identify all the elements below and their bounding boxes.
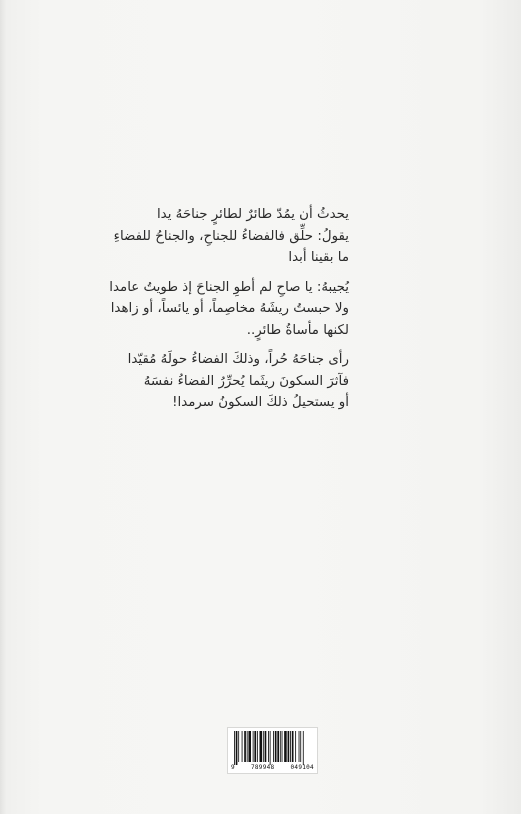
barcode-bar xyxy=(236,731,238,765)
barcode-bar xyxy=(254,731,256,762)
poem-line: أو يستحيلُ ذلكَ السكونُ سرمدا! xyxy=(172,395,349,410)
barcode-bar xyxy=(300,731,301,762)
barcode-bar xyxy=(257,731,258,762)
poem-line: لكنها مأساةُ طائرٍ.. xyxy=(246,322,349,338)
barcode-group-2: 049104 xyxy=(290,764,314,771)
poem-line: ما بقينا أبدا xyxy=(288,250,349,265)
barcode-bar xyxy=(288,731,290,762)
barcode-bar xyxy=(280,731,281,762)
barcode-bar xyxy=(303,731,304,765)
poem-block xyxy=(19,204,349,422)
barcode-bar xyxy=(244,731,246,762)
barcode-bar xyxy=(277,731,279,762)
poem-line: رأى جناحَهُ حُراً، وذلكَ الفضاءُ حولَهُ مُقيّدا xyxy=(127,352,349,367)
barcode-bar xyxy=(260,731,263,762)
barcode-bar xyxy=(282,731,283,762)
isbn-barcode xyxy=(227,727,318,774)
barcode-bar xyxy=(270,731,271,765)
barcode-bar xyxy=(234,731,235,765)
barcode-digits xyxy=(228,764,317,771)
barcode-bar xyxy=(273,731,274,762)
barcode-bar xyxy=(265,731,267,762)
poem-stanza-1 xyxy=(19,204,349,269)
poem-line: يقولُ: حلِّق فالفضاءُ للجناحِ، والجناحُ للفضاءِ xyxy=(113,228,349,244)
barcode-bar xyxy=(242,731,243,762)
barcode-bars xyxy=(228,728,319,766)
poem-stanza-3 xyxy=(19,349,349,414)
barcode-bar xyxy=(299,731,300,762)
barcode-bar xyxy=(290,731,291,762)
barcode-bar xyxy=(292,731,294,762)
poem-line: يُجيبهُ: يا صاحِ لم أطوِ الجناحَ إذ طويتُ عامدا xyxy=(109,279,349,295)
barcode-lead-digit: 9 xyxy=(231,764,235,771)
spine-shadow xyxy=(0,0,6,814)
barcode-bar xyxy=(248,731,251,762)
poem-line: فآثرَ السكونَ ريثَما يُحرِّرُ الفضاءُ نفسَهُ xyxy=(143,373,349,389)
barcode-bar xyxy=(247,731,248,762)
barcode-bar xyxy=(295,731,296,762)
barcode-bar xyxy=(275,731,277,762)
barcode-bar xyxy=(238,731,239,762)
barcode-bar xyxy=(263,731,264,762)
barcode-bar xyxy=(284,731,287,762)
poem-line: ولا حبستُ ريشَهُ مخاصِماً، أو يائساً، أو زاهدا xyxy=(110,301,349,316)
poem-line: يحدثُ أن يمُدّ طائرٌ لطائرٍ جناحَهُ يدا xyxy=(156,207,349,222)
barcode-group-1: 789948 xyxy=(250,764,275,771)
barcode-bar xyxy=(253,731,254,762)
poem-stanza-2 xyxy=(19,277,349,342)
barcode-bar xyxy=(268,731,269,762)
